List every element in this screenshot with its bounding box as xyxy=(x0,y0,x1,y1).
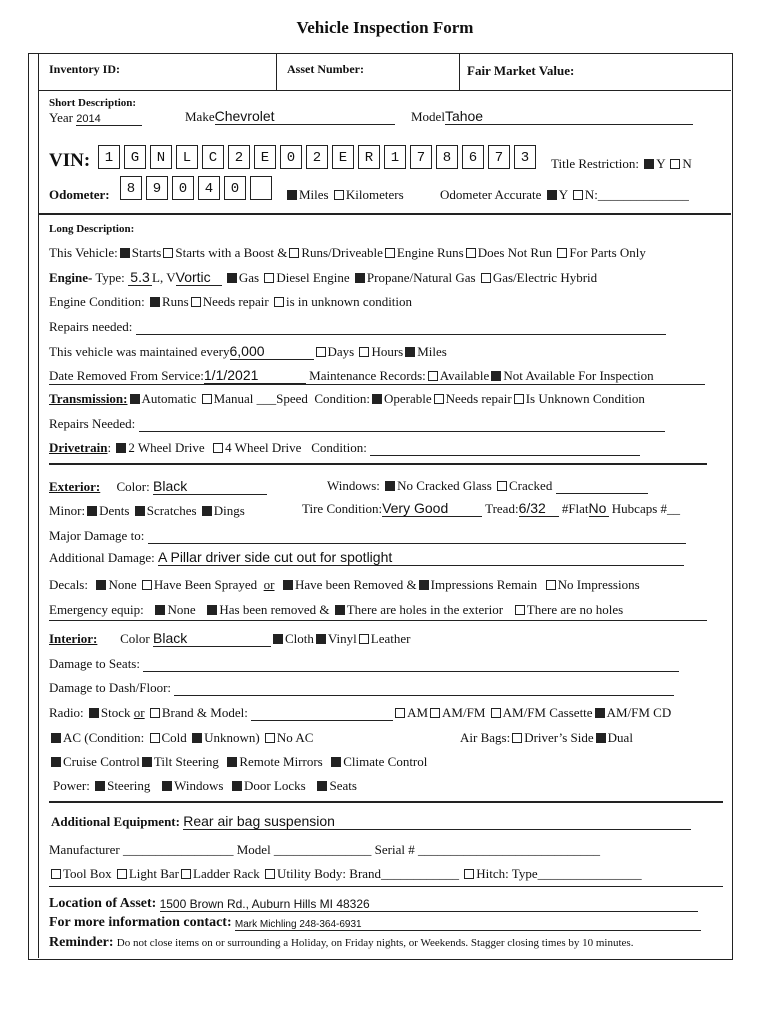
ec-unknown-label: is in unknown condition xyxy=(286,294,413,309)
trans-repairs-label: Repairs Needed: xyxy=(49,416,136,431)
no-ac-checkbox[interactable] xyxy=(265,733,275,743)
cold-label: Cold xyxy=(161,730,187,745)
odometer-digit-cell[interactable] xyxy=(250,176,272,200)
engine-repair-checkbox[interactable] xyxy=(191,297,201,307)
damage-seats-label: Damage to Seats: xyxy=(49,656,140,671)
mirrors-label: Remote Mirrors xyxy=(239,754,323,769)
four-wd-checkbox[interactable] xyxy=(213,443,223,453)
cruise-label: Cruise Control xyxy=(63,754,140,769)
vin-label: VIN: xyxy=(49,150,91,171)
tilt-label: Tilt Steering xyxy=(153,754,219,769)
or-label: or xyxy=(133,705,145,720)
ec-runs-label: Runs xyxy=(161,294,189,309)
propane-label: Propane/Natural Gas xyxy=(366,270,476,285)
decals-label: Decals: xyxy=(49,577,88,592)
lv-label: L, V xyxy=(152,270,176,285)
cassette-checkbox[interactable] xyxy=(491,708,501,718)
short-description-label: Short Description: xyxy=(49,97,137,109)
available-checkbox[interactable] xyxy=(428,371,438,381)
drivetrain-label: Drivetrain xyxy=(49,440,108,455)
vin-char-cell[interactable]: 3 xyxy=(514,145,536,169)
vin-char-cell[interactable]: 2 xyxy=(306,145,328,169)
additional-damage-label: Additional Damage: xyxy=(49,550,155,565)
cracked-checkbox[interactable] xyxy=(497,481,507,491)
flat-field[interactable]: No xyxy=(589,500,609,517)
vin-char-cell[interactable]: L xyxy=(176,145,198,169)
contact-field[interactable]: Mark Michling 248-364-6931 xyxy=(235,919,701,931)
ext-color-field[interactable]: Black xyxy=(153,478,267,495)
vin-char-cell[interactable]: 1 xyxy=(384,145,406,169)
dual-label: Dual xyxy=(607,730,633,745)
drivetrain-condition-field[interactable] xyxy=(370,455,640,456)
no-impressions-checkbox[interactable] xyxy=(546,580,556,590)
brand-model-label: Brand & Model: xyxy=(161,705,248,720)
climate-checkbox[interactable] xyxy=(331,757,341,767)
date-removed-field[interactable]: 1/1/2021 xyxy=(204,367,306,384)
holes-label: There are holes in the exterior xyxy=(346,602,504,617)
diesel-label: Diesel Engine xyxy=(276,270,350,285)
title-restriction-yes-checkbox[interactable] xyxy=(644,159,654,169)
engine-runs-cond-checkbox[interactable] xyxy=(150,297,160,307)
no-cracked-checkbox[interactable] xyxy=(385,481,395,491)
tilt-checkbox[interactable] xyxy=(142,757,152,767)
cd-label: AM/FM CD xyxy=(606,705,672,720)
fair-market-value-label: Fair Market Value: xyxy=(467,63,575,78)
minor-label: Minor: xyxy=(49,503,86,518)
trans-unknown-label: Is Unknown Condition xyxy=(525,391,645,406)
power-steering-checkbox[interactable] xyxy=(95,781,105,791)
miles-checkbox[interactable] xyxy=(287,190,297,200)
driver-side-checkbox[interactable] xyxy=(512,733,522,743)
title-restriction-label: Title Restriction: xyxy=(551,156,639,171)
exterior-label: Exterior: xyxy=(49,479,101,494)
vin-char-cell[interactable]: 7 xyxy=(488,145,510,169)
flat-label: #Flat xyxy=(561,501,589,516)
repairs-needed-label: Repairs needed: xyxy=(49,319,133,334)
holes-checkbox[interactable] xyxy=(335,605,345,615)
reminder-label: Reminder: xyxy=(49,935,114,950)
inventory-id-label: Inventory ID: xyxy=(49,62,120,76)
emergency-removed-label: Has been removed & xyxy=(219,602,330,617)
type-label: Type: xyxy=(95,270,125,285)
damage-dash-label: Damage to Dash/Floor: xyxy=(49,680,172,695)
make-label: Make xyxy=(185,109,215,124)
title-restriction-no-checkbox[interactable] xyxy=(670,159,680,169)
hybrid-checkbox[interactable] xyxy=(481,273,491,283)
dings-label: Dings xyxy=(213,503,245,518)
not-available-checkbox[interactable] xyxy=(491,371,501,381)
door-locks-label: Door Locks xyxy=(243,778,306,793)
vin-char-cell[interactable]: 6 xyxy=(462,145,484,169)
automatic-checkbox[interactable] xyxy=(130,394,140,404)
engine-unknown-checkbox[interactable] xyxy=(274,297,284,307)
hitch-checkbox[interactable] xyxy=(464,869,474,879)
location-field[interactable]: 1500 Brown Rd., Auburn Hills MI 48326 xyxy=(160,897,698,912)
power-seats-checkbox[interactable] xyxy=(317,781,327,791)
interior-label: Interior: xyxy=(49,631,98,646)
emergency-removed-checkbox[interactable] xyxy=(207,605,217,615)
dual-checkbox[interactable] xyxy=(596,733,606,743)
dents-label: Dents xyxy=(99,503,130,518)
emergency-none-label: None xyxy=(167,602,196,617)
vin-char-cell[interactable]: G xyxy=(124,145,146,169)
odometer-accurate-label: Odometer Accurate xyxy=(440,187,542,202)
odometer-digit-cell[interactable]: 4 xyxy=(198,176,220,200)
cracked-field[interactable] xyxy=(556,493,648,494)
not-available-label: Not Available For Inspection xyxy=(503,368,654,383)
manual-checkbox[interactable] xyxy=(202,394,212,404)
starts-label: Starts xyxy=(131,245,162,260)
cruise-checkbox[interactable] xyxy=(51,757,61,767)
drivetrain-condition-label: Condition: xyxy=(311,440,367,455)
year-label: Year xyxy=(49,110,73,125)
toolbox-label: Tool Box xyxy=(63,866,112,881)
major-damage-field[interactable] xyxy=(148,543,686,544)
additional-equipment-field[interactable]: Rear air bag suspension xyxy=(183,813,691,830)
repairs-needed-field[interactable] xyxy=(136,334,666,335)
ladder-checkbox[interactable] xyxy=(181,869,191,879)
sprayed-checkbox[interactable] xyxy=(142,580,152,590)
ext-color-label: Color: xyxy=(116,479,150,494)
climate-label: Climate Control xyxy=(343,754,428,769)
am-checkbox[interactable] xyxy=(395,708,405,718)
trans-unknown-checkbox[interactable] xyxy=(514,394,524,404)
engine-condition-label: Engine Condition: xyxy=(49,294,145,309)
ec-repair-label: Needs repair xyxy=(202,294,269,309)
or-label: or xyxy=(263,577,275,592)
miles-interval-checkbox[interactable] xyxy=(405,347,415,357)
additional-equipment-label: Additional Equipment: xyxy=(51,814,180,829)
tire-condition-field[interactable]: Very Good xyxy=(382,500,482,517)
damage-dash-field[interactable] xyxy=(174,695,674,696)
model-field[interactable]: Tahoe xyxy=(445,108,693,125)
major-damage-label: Major Damage to: xyxy=(49,528,145,543)
does-not-run-checkbox[interactable] xyxy=(466,248,476,258)
lightbar-checkbox[interactable] xyxy=(117,869,127,879)
days-checkbox[interactable] xyxy=(316,347,326,357)
hybrid-label: Gas/Electric Hybrid xyxy=(492,270,598,285)
yes-label: Y xyxy=(558,187,568,202)
does-not-run-label: Does Not Run xyxy=(477,245,553,260)
dents-checkbox[interactable] xyxy=(87,506,97,516)
odometer-digit-cell[interactable]: 9 xyxy=(146,176,168,200)
power-windows-label: Windows xyxy=(174,778,224,793)
damage-seats-field[interactable] xyxy=(143,671,679,672)
emergency-equip-label: Emergency equip: xyxy=(49,602,144,617)
automatic-label: Automatic xyxy=(141,391,197,406)
hours-label: Hours xyxy=(371,344,404,359)
windows-label: Windows: xyxy=(327,478,380,493)
leather-label: Leather xyxy=(370,631,411,646)
boost-checkbox[interactable] xyxy=(163,248,173,258)
cloth-label: Cloth xyxy=(285,631,314,646)
vin-char-cell[interactable]: 2 xyxy=(228,145,250,169)
odometer-accurate-no-checkbox[interactable] xyxy=(573,190,583,200)
sprayed-label: Have Been Sprayed xyxy=(153,577,258,592)
engine-label: Engine- xyxy=(49,270,93,285)
vin-char-cell[interactable]: 8 xyxy=(436,145,458,169)
amfm-label: AM/FM xyxy=(442,705,486,720)
odometer-digit-cell[interactable]: 8 xyxy=(120,176,142,200)
ac-unknown-label: Unknown) xyxy=(204,730,260,745)
liters-field[interactable]: 5.3 xyxy=(128,269,152,286)
contact-label: For more information contact: xyxy=(49,915,232,930)
manufacturer-line[interactable]: Manufacturer _________________ Model _______________ Serial # ____________________________ xyxy=(49,842,601,857)
engine-runs-checkbox[interactable] xyxy=(385,248,395,258)
tire-condition-label: Tire Condition: xyxy=(302,501,383,516)
trans-repairs-field[interactable] xyxy=(139,431,665,432)
maintained-label: This vehicle was maintained every xyxy=(49,344,230,359)
vin-char-cell[interactable]: R xyxy=(358,145,380,169)
vin-char-cell[interactable]: 7 xyxy=(410,145,432,169)
runs-label: Runs/Driveable xyxy=(301,245,383,260)
make-field[interactable]: Chevrolet xyxy=(215,108,395,125)
kilometers-label: Kilometers xyxy=(345,187,404,202)
date-removed-label: Date Removed From Service: xyxy=(49,368,204,383)
four-wd-label: 4 Wheel Drive xyxy=(225,440,302,455)
form-title: Vehicle Inspection Form xyxy=(296,18,474,37)
utility-checkbox[interactable] xyxy=(265,869,275,879)
am-label: AM xyxy=(407,705,429,720)
power-label: Power: xyxy=(53,778,90,793)
lightbar-label: Light Bar xyxy=(128,866,180,881)
miles-label: Miles xyxy=(299,187,329,202)
leather-checkbox[interactable] xyxy=(359,634,369,644)
vortic-field[interactable]: Vortic xyxy=(176,269,222,286)
decals-none-label: None xyxy=(108,577,137,592)
transmission-label: Transmission: xyxy=(49,391,128,406)
no-impressions-label: No Impressions xyxy=(557,577,640,592)
runs-checkbox[interactable] xyxy=(289,248,299,258)
two-wd-label: 2 Wheel Drive xyxy=(128,440,205,455)
no-label: N:______________ xyxy=(584,187,689,202)
days-label: Days xyxy=(327,344,355,359)
hours-checkbox[interactable] xyxy=(359,347,369,357)
asset-number-label: Asset Number: xyxy=(287,62,364,76)
vin-char-cell[interactable]: 0 xyxy=(280,145,302,169)
no-cracked-label: No Cracked Glass xyxy=(397,478,492,493)
driver-side-label: Driver’s Side xyxy=(524,730,594,745)
ac-unknown-checkbox[interactable] xyxy=(192,733,202,743)
odometer-digit-cell[interactable]: 0 xyxy=(224,176,246,200)
yes-label: Y xyxy=(656,156,666,171)
trans-repair-label: Needs repair xyxy=(445,391,512,406)
decals-removed-checkbox[interactable] xyxy=(283,580,293,590)
brand-model-field[interactable] xyxy=(251,720,393,721)
cracked-label: Cracked xyxy=(509,478,553,493)
diesel-checkbox[interactable] xyxy=(264,273,274,283)
no-holes-label: There are no holes xyxy=(526,602,624,617)
vin-char-cell[interactable]: E xyxy=(332,145,354,169)
boost-label: Starts with a Boost & xyxy=(175,245,288,260)
reminder-text: Do not close items on or surrounding a Holiday, on Friday nights, or Weekends. Stagger closing times by 10 minutes. xyxy=(116,937,634,949)
gas-checkbox[interactable] xyxy=(227,273,237,283)
available-label: Available xyxy=(439,368,490,383)
operable-checkbox[interactable] xyxy=(372,394,382,404)
int-color-field[interactable]: Black xyxy=(153,630,271,647)
two-wd-checkbox[interactable] xyxy=(116,443,126,453)
parts-only-label: For Parts Only xyxy=(569,245,646,260)
power-steering-label: Steering xyxy=(107,778,151,793)
decals-removed-label: Have been Removed & xyxy=(295,577,417,592)
amfm-checkbox[interactable] xyxy=(430,708,440,718)
power-windows-checkbox[interactable] xyxy=(162,781,172,791)
ladder-label: Ladder Rack xyxy=(193,866,260,881)
odometer-digit-cell[interactable]: 0 xyxy=(172,176,194,200)
manual-label: Manual xyxy=(213,391,254,406)
cd-checkbox[interactable] xyxy=(595,708,605,718)
impressions-checkbox[interactable] xyxy=(419,580,429,590)
stock-label: Stock xyxy=(100,705,131,720)
trans-repair-checkbox[interactable] xyxy=(434,394,444,404)
radio-label: Radio: xyxy=(49,705,84,720)
power-seats-label: Seats xyxy=(329,778,357,793)
hubcaps-label: Hubcaps #__ xyxy=(611,501,681,516)
brand-radio-checkbox[interactable] xyxy=(150,708,160,718)
mirrors-checkbox[interactable] xyxy=(227,757,237,767)
no-holes-checkbox[interactable] xyxy=(515,605,525,615)
vin-char-cell[interactable]: E xyxy=(254,145,276,169)
propane-checkbox[interactable] xyxy=(355,273,365,283)
ac-checkbox[interactable] xyxy=(51,733,61,743)
miles-interval-label: Miles xyxy=(417,344,447,359)
emergency-none-checkbox[interactable] xyxy=(155,605,165,615)
vinyl-checkbox[interactable] xyxy=(316,634,326,644)
no-ac-label: No AC xyxy=(276,730,314,745)
scratches-checkbox[interactable] xyxy=(135,506,145,516)
airbags-label: Air Bags: xyxy=(460,730,511,745)
vin-char-cell[interactable]: C xyxy=(202,145,224,169)
operable-label: Operable xyxy=(384,391,432,406)
long-description-label: Long Description: xyxy=(49,223,135,235)
additional-damage-field[interactable]: A Pillar driver side cut out for spotlight xyxy=(158,549,684,566)
engine-runs-label: Engine Runs xyxy=(396,245,464,260)
odometer-accurate-yes-checkbox[interactable] xyxy=(547,190,557,200)
kilometers-checkbox[interactable] xyxy=(334,190,344,200)
no-label: N xyxy=(682,156,692,171)
vin-char-cell[interactable]: N xyxy=(150,145,172,169)
year-field[interactable]: 2014 xyxy=(76,113,142,126)
model-label: Model xyxy=(411,109,445,124)
hitch-label: Hitch: Type________________ xyxy=(476,866,642,881)
scratches-label: Scratches xyxy=(146,503,197,518)
int-color-label: Color xyxy=(120,631,150,646)
odometer-label: Odometer: xyxy=(49,187,110,202)
cold-checkbox[interactable] xyxy=(150,733,160,743)
tread-field[interactable]: 6/32 xyxy=(519,500,559,517)
maintenance-records-label: Maintenance Records: xyxy=(309,368,426,383)
vin-char-cell[interactable]: 1 xyxy=(98,145,120,169)
impressions-label: Impressions Remain xyxy=(430,577,538,592)
location-label: Location of Asset: xyxy=(49,896,157,911)
ac-label: AC (Condition: xyxy=(63,730,145,745)
parts-only-checkbox[interactable] xyxy=(557,248,567,258)
cassette-label: AM/FM Cassette xyxy=(502,705,593,720)
this-vehicle-label: This Vehicle: xyxy=(49,245,118,260)
gas-label: Gas xyxy=(238,270,260,285)
cloth-checkbox[interactable] xyxy=(273,634,283,644)
trans-condition-label: Condition: xyxy=(314,391,371,406)
vinyl-label: Vinyl xyxy=(327,631,357,646)
speed-label: ___Speed xyxy=(256,391,308,406)
dings-checkbox[interactable] xyxy=(202,506,212,516)
door-locks-checkbox[interactable] xyxy=(232,781,242,791)
interval-field[interactable]: 6,000 xyxy=(230,343,314,360)
decals-none-checkbox[interactable] xyxy=(96,580,106,590)
utility-label: Utility Body: Brand____________ xyxy=(277,866,460,881)
toolbox-checkbox[interactable] xyxy=(51,869,61,879)
stock-radio-checkbox[interactable] xyxy=(89,708,99,718)
starts-checkbox[interactable] xyxy=(120,248,130,258)
tread-label: Tread: xyxy=(485,501,519,516)
